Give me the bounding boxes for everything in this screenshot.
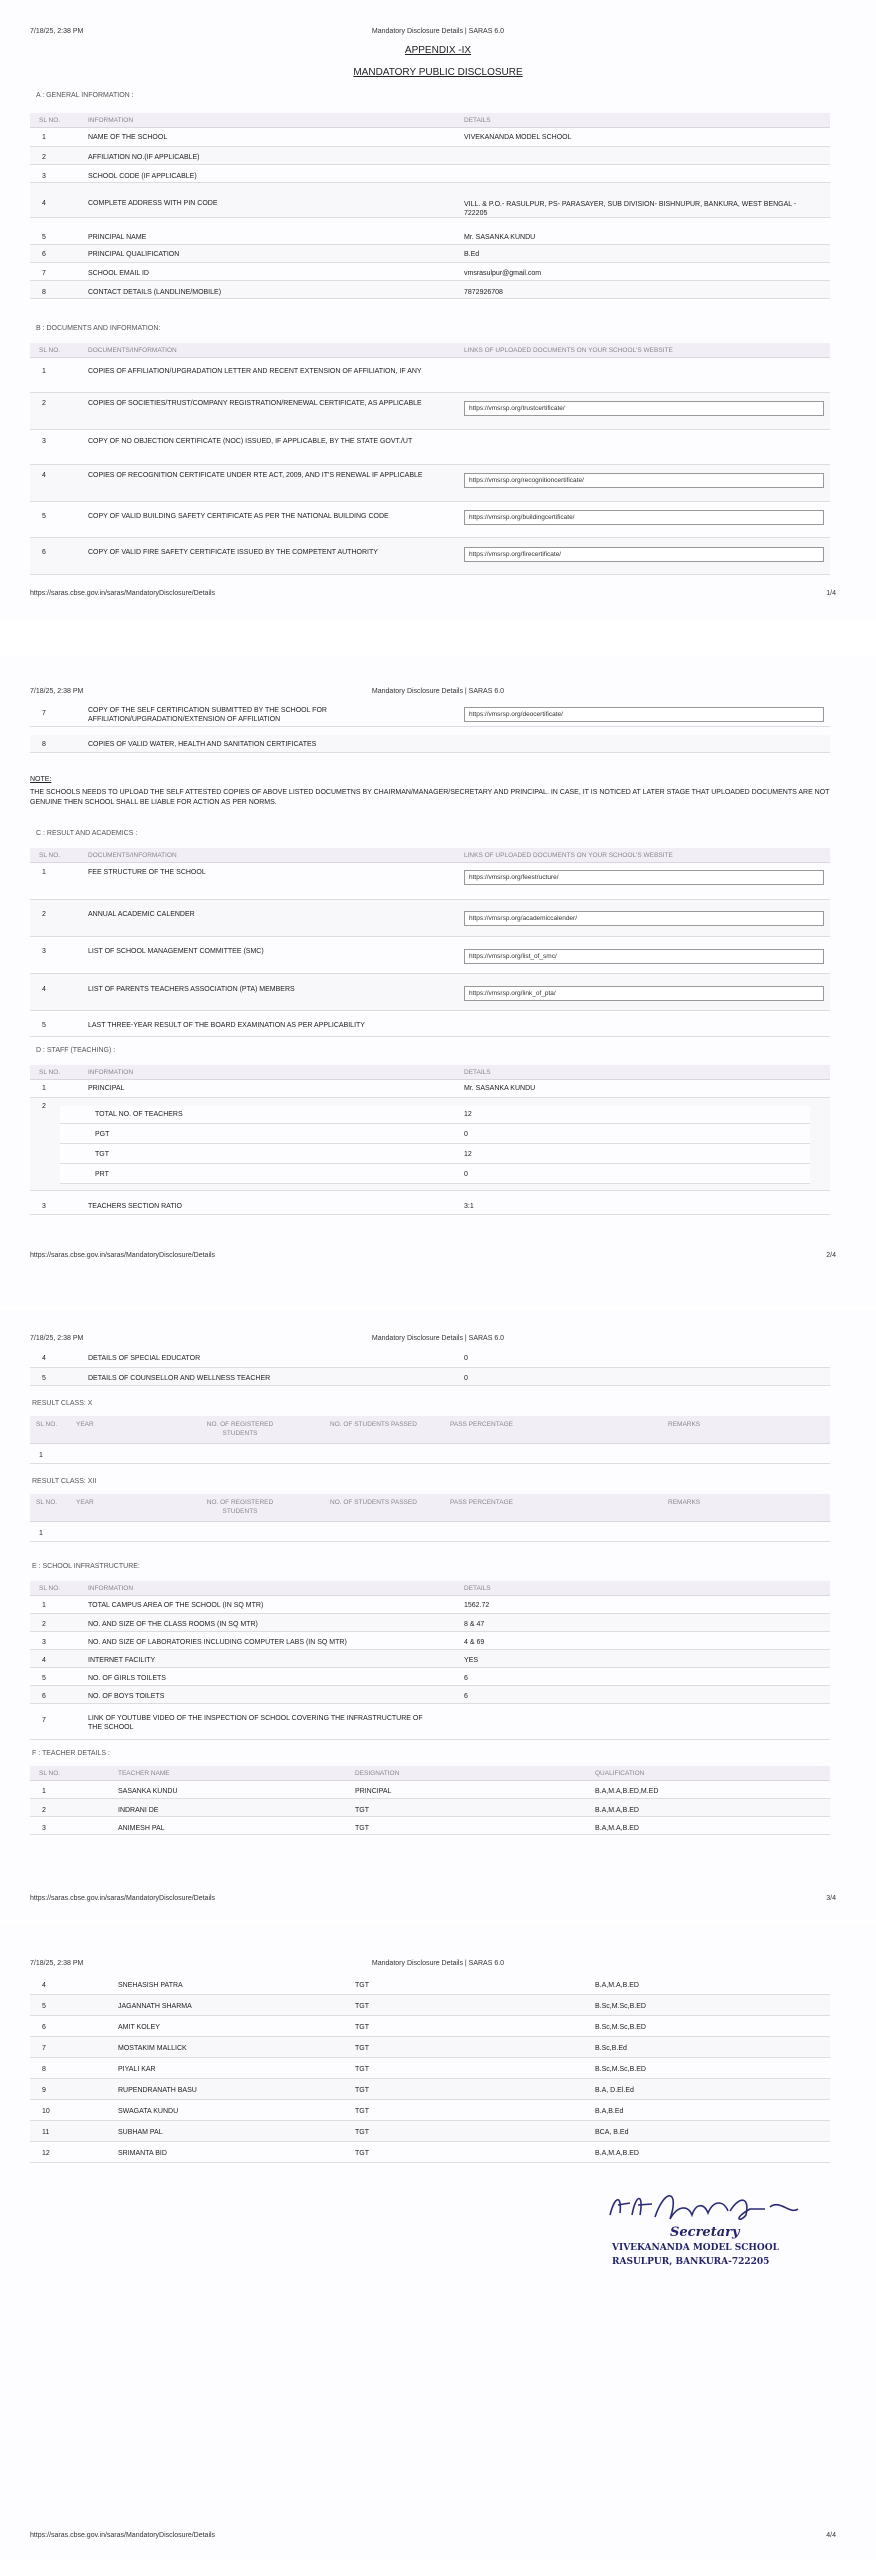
row-details: Mr. SASANKA KUNDU bbox=[464, 234, 536, 241]
link-field[interactable]: https://vmsrsp.org/academiccalender/ bbox=[464, 911, 824, 926]
table-row bbox=[30, 2037, 830, 2058]
link-field[interactable]: https://vmsrsp.org/link_of_pta/ bbox=[464, 986, 824, 1001]
teacher-qualification: B.A, D.El.Ed bbox=[595, 2087, 634, 2094]
link-field[interactable]: https://vmsrsp.org/feestructure/ bbox=[464, 870, 824, 885]
footer-url[interactable]: https://saras.cbse.gov.in/saras/MandatoryDisclosure/Details bbox=[30, 1895, 216, 1902]
row-no: 8 bbox=[42, 741, 46, 748]
table-row bbox=[30, 358, 830, 393]
teacher-designation: PRINCIPAL bbox=[355, 1788, 392, 1795]
row-no: 3 bbox=[42, 438, 46, 445]
table-row bbox=[30, 1817, 830, 1835]
col-sl: SL NO. bbox=[39, 1770, 61, 1777]
table-row bbox=[30, 1350, 830, 1368]
section-e-title: E : SCHOOL INFRASTRUCTURE: bbox=[32, 1563, 140, 1570]
table-row bbox=[30, 1799, 830, 1817]
table-row bbox=[30, 900, 830, 937]
col-info: INFORMATION bbox=[88, 1585, 134, 1592]
table-row bbox=[30, 1686, 830, 1704]
row-info: COPIES OF VALID WATER, HEALTH AND SANITATION CERTIFICATES bbox=[88, 741, 317, 748]
row-info: ANNUAL ACADEMIC CALENDER bbox=[88, 911, 195, 918]
row-info: SCHOOL CODE (IF APPLICABLE) bbox=[88, 173, 197, 180]
col-qualification: QUALIFICATION bbox=[595, 1770, 645, 1777]
table-row bbox=[30, 1444, 830, 1464]
table-row bbox=[30, 1614, 830, 1632]
subrow-label: TGT bbox=[95, 1151, 109, 1158]
table-row bbox=[30, 393, 830, 430]
header-date: 7/18/25, 2:38 PM bbox=[30, 28, 84, 35]
col-sl: SL NO. bbox=[39, 1585, 61, 1592]
teacher-designation: TGT bbox=[355, 2087, 369, 2094]
link-field[interactable]: https://vmsrsp.org/buildingcertificate/ bbox=[464, 510, 824, 525]
table-row bbox=[30, 2058, 830, 2079]
row-info: COPIES OF AFFILIATION/UPGRADATION LETTER AND RECENT EXTENSION OF AFFILIATION, IF ANY bbox=[88, 368, 422, 375]
col-passed: NO. OF STUDENTS PASSED bbox=[330, 1499, 417, 1506]
row-no: 5 bbox=[42, 1375, 46, 1382]
row-info: COPY OF NO OBJECTION CERTIFICATE (NOC) ISSUED, IF APPLICABLE, BY THE STATE GOVT./UT bbox=[88, 438, 413, 445]
row-info: NO. OF GIRLS TOILETS bbox=[88, 1675, 166, 1682]
row-no: 3 bbox=[42, 1825, 46, 1832]
table-row bbox=[30, 281, 830, 299]
row-info: NO. OF BOYS TOILETS bbox=[88, 1693, 165, 1700]
result-class-x-title: RESULT CLASS: X bbox=[32, 1400, 93, 1407]
row-details: 8 & 47 bbox=[464, 1621, 485, 1628]
row-no: 4 bbox=[42, 200, 46, 207]
row-no: 2 bbox=[42, 1103, 46, 1110]
row-details: Mr. SASANKA KUNDU bbox=[464, 1085, 536, 1092]
row-no: 2 bbox=[42, 1807, 46, 1814]
table-row bbox=[30, 465, 830, 502]
row-no: 1 bbox=[42, 368, 46, 375]
row-details: 6 bbox=[464, 1675, 468, 1682]
teacher-designation: TGT bbox=[355, 2003, 369, 2010]
teacher-qualification: B.A,M.A,B.ED bbox=[595, 1982, 639, 1989]
teacher-name: ANIMESH PAL bbox=[118, 1825, 165, 1832]
row-info: TEACHERS SECTION RATIO bbox=[88, 1203, 182, 1210]
section-f-header bbox=[30, 1766, 830, 1781]
signature-stamp bbox=[600, 2185, 800, 2285]
teacher-name: SNEHASISH PATRA bbox=[118, 1982, 183, 1989]
row-info: LINK OF YOUTUBE VIDEO OF THE INSPECTION OF SCHOOL COVERING THE INFRASTRUCTURE OF THE SCHOOL bbox=[88, 1715, 423, 1731]
teacher-name: SASANKA KUNDU bbox=[118, 1788, 178, 1795]
teacher-designation: TGT bbox=[355, 2024, 369, 2031]
table-row bbox=[30, 1995, 830, 2016]
row-no: 5 bbox=[42, 1675, 46, 1682]
teacher-designation: TGT bbox=[355, 2108, 369, 2115]
col-sl: SL NO. bbox=[39, 852, 61, 859]
col-links: LINKS OF UPLOADED DOCUMENTS ON YOUR SCHOOL'S WEBSITE bbox=[464, 852, 673, 859]
row-no: 7 bbox=[42, 1717, 46, 1724]
col-sl: SL NO. bbox=[39, 117, 61, 124]
row-no: 5 bbox=[42, 1022, 46, 1029]
section-e-header bbox=[30, 1581, 830, 1596]
col-info: INFORMATION bbox=[88, 117, 134, 124]
row-no: 3 bbox=[42, 948, 46, 955]
row-no: 8 bbox=[42, 2066, 46, 2073]
table-row bbox=[30, 165, 830, 183]
teacher-qualification: BCA, B.Ed bbox=[595, 2129, 629, 2136]
row-no: 1 bbox=[42, 134, 46, 141]
footer-url[interactable]: https://saras.cbse.gov.in/saras/MandatoryDisclosure/Details bbox=[30, 2532, 216, 2539]
teacher-qualification: B.Sc,M.Sc,B.ED bbox=[595, 2024, 646, 2031]
teacher-designation: TGT bbox=[355, 1982, 369, 1989]
table-row bbox=[30, 2142, 830, 2163]
row-details: VILL. & P.O.- RASULPUR, PS- PARASAYER, SUB DIVISION- BISHNUPUR, BANKURA, WEST BENGAL - 722205 bbox=[464, 201, 797, 217]
row-details: B.Ed bbox=[464, 251, 480, 258]
subrow-label: TOTAL NO. OF TEACHERS bbox=[95, 1111, 183, 1118]
link-field[interactable]: https://vmsrsp.org/trustcertificate/ bbox=[464, 401, 824, 416]
table-row bbox=[30, 2121, 830, 2142]
row-no: 2 bbox=[42, 1621, 46, 1628]
footer-url[interactable]: https://saras.cbse.gov.in/saras/MandatoryDisclosure/Details bbox=[30, 1252, 216, 1259]
teacher-qualification: B.Sc,B.Ed bbox=[595, 2045, 627, 2052]
subrow bbox=[60, 1124, 810, 1144]
row-details: 4 & 69 bbox=[464, 1639, 485, 1646]
row-no: 9 bbox=[42, 2087, 46, 2094]
table-row bbox=[30, 735, 830, 753]
section-b-title: B : DOCUMENTS AND INFORMATION: bbox=[36, 325, 161, 332]
subrow-label: PRT bbox=[95, 1171, 109, 1178]
table-row bbox=[30, 1650, 830, 1668]
table-row bbox=[30, 1781, 830, 1799]
row-no: 2 bbox=[42, 400, 46, 407]
table-row bbox=[30, 1596, 830, 1614]
row-no: 11 bbox=[42, 2129, 50, 2136]
teacher-name: PIYALI KAR bbox=[118, 2066, 156, 2073]
row-no: 5 bbox=[42, 2003, 46, 2010]
col-sl: SL NO. bbox=[36, 1421, 58, 1428]
row-info: CONTACT DETAILS (LANDLINE/MOBILE) bbox=[88, 289, 222, 296]
table-row bbox=[30, 1974, 830, 1995]
row-no: 1 bbox=[42, 1788, 46, 1795]
link-field[interactable]: https://vmsrsp.org/recognitioncertificate/ bbox=[464, 473, 824, 488]
subrow-value: 0 bbox=[464, 1131, 468, 1138]
row-no: 4 bbox=[42, 472, 46, 479]
teacher-qualification: B.A,M.A,B.ED bbox=[595, 1825, 639, 1832]
teacher-qualification: B.A,M.A,B.ED bbox=[595, 2150, 639, 2157]
teacher-designation: TGT bbox=[355, 1825, 369, 1832]
table-row bbox=[30, 2100, 830, 2121]
row-no: 4 bbox=[42, 1657, 46, 1664]
row-info: LAST THREE-YEAR RESULT OF THE BOARD EXAMINATION AS PER APPLICABILITY bbox=[88, 1022, 365, 1029]
row-info: DETAILS OF SPECIAL EDUCATOR bbox=[88, 1355, 201, 1362]
signature-address: RASULPUR, BANKURA-722205 bbox=[612, 2257, 770, 2267]
result-x-header bbox=[30, 1416, 830, 1444]
col-designation: DESIGNATION bbox=[355, 1770, 400, 1777]
teacher-name: JAGANNATH SHARMA bbox=[118, 2003, 192, 2010]
table-row bbox=[30, 538, 830, 575]
subrow bbox=[60, 1106, 810, 1124]
subrow bbox=[60, 1144, 810, 1164]
page-2 bbox=[0, 655, 876, 1305]
subrow bbox=[60, 1164, 810, 1184]
row-info: PRINCIPAL NAME bbox=[88, 234, 147, 241]
row-no: 3 bbox=[42, 173, 46, 180]
section-f-title: F : TEACHER DETAILS : bbox=[32, 1750, 110, 1757]
teacher-qualification: B.Sc,M.Sc,B.ED bbox=[595, 2066, 646, 2073]
page-3 bbox=[0, 1310, 876, 1920]
row-info: INTERNET FACILITY bbox=[88, 1657, 156, 1664]
row-no: 1 bbox=[42, 1085, 46, 1092]
row-info: TOTAL CAMPUS AREA OF THE SCHOOL (IN SQ MTR) bbox=[88, 1602, 264, 1609]
header-title: Mandatory Disclosure Details | SARAS 6.0 bbox=[371, 1960, 505, 1967]
page-1 bbox=[0, 0, 876, 620]
col-year: YEAR bbox=[76, 1499, 94, 1506]
row-info: COPY OF VALID BUILDING SAFETY CERTIFICATE AS PER THE NATIONAL BUILDING CODE bbox=[88, 513, 389, 520]
subrow-value: 12 bbox=[464, 1111, 472, 1118]
header-date: 7/18/25, 2:38 PM bbox=[30, 1335, 84, 1342]
table-row bbox=[30, 129, 830, 147]
col-registered: NO. OF REGISTERED STUDENTS bbox=[206, 1499, 274, 1515]
row-info: LIST OF SCHOOL MANAGEMENT COMMITTEE (SMC) bbox=[88, 948, 264, 955]
table-row bbox=[30, 2079, 830, 2100]
teacher-name: SUBHAM PAL bbox=[118, 2129, 163, 2136]
row-no: 5 bbox=[42, 513, 46, 520]
teacher-designation: TGT bbox=[355, 2150, 369, 2157]
table-row bbox=[30, 863, 830, 900]
col-percentage: PASS PERCENTAGE bbox=[450, 1499, 513, 1506]
page-number: 1/4 bbox=[826, 590, 836, 597]
col-sl: SL NO. bbox=[36, 1499, 58, 1506]
header-title: Mandatory Disclosure Details | SARAS 6.0 bbox=[371, 688, 505, 695]
row-details: 7872926708 bbox=[464, 289, 503, 296]
subrow-value: 0 bbox=[464, 1171, 468, 1178]
row-info: COMPLETE ADDRESS WITH PIN CODE bbox=[88, 200, 218, 207]
row-details: YES bbox=[464, 1657, 479, 1664]
row-details: 0 bbox=[464, 1355, 468, 1362]
table-row bbox=[30, 1632, 830, 1650]
table-row bbox=[30, 183, 830, 218]
row-info: DETAILS OF COUNSELLOR AND WELLNESS TEACHER bbox=[88, 1375, 271, 1382]
row-info: NAME OF THE SCHOOL bbox=[88, 134, 168, 141]
table-row bbox=[30, 1011, 830, 1037]
signature-title: Secretary bbox=[670, 2225, 740, 2240]
teacher-designation: TGT bbox=[355, 2066, 369, 2073]
row-no: 6 bbox=[42, 549, 46, 556]
col-sl: SL NO. bbox=[39, 1069, 61, 1076]
subrow-label: PGT bbox=[95, 1131, 110, 1138]
signature-icon bbox=[600, 2185, 810, 2230]
section-a-title: A : GENERAL INFORMATION : bbox=[36, 92, 134, 99]
document-title: MANDATORY PUBLIC DISCLOSURE bbox=[353, 67, 523, 78]
header-date: 7/18/25, 2:38 PM bbox=[30, 688, 84, 695]
link-field[interactable]: https://vmsrsp.org/list_of_smc/ bbox=[464, 949, 824, 964]
col-details: DETAILS bbox=[464, 117, 491, 124]
section-c-title: C : RESULT AND ACADEMICS : bbox=[36, 830, 138, 837]
row-info: PRINCIPAL bbox=[88, 1085, 125, 1092]
row-info: AFFILIATION NO.(IF APPLICABLE) bbox=[88, 154, 200, 161]
row-info: NO. AND SIZE OF THE CLASS ROOMS (IN SQ MTR) bbox=[88, 1621, 258, 1628]
teacher-name: INDRANI DE bbox=[118, 1807, 159, 1814]
col-percentage: PASS PERCENTAGE bbox=[450, 1421, 513, 1428]
table-row bbox=[30, 430, 830, 465]
note-text: THE SCHOOLS NEEDS TO UPLOAD THE SELF ATTESTED COPIES OF ABOVE LISTED DOCUMETNS BY CHAIRMAN/MANAGER/SECRETARY AND PRINCIPAL. IN CASE, IT IS NOTICED AT LATER STAGE THAT UPLOADED DOCUMENTS ARE NOT GENUINE THEN SCHOOL SHALL BE LIABLE FOR ACTION AS PER NORMS. bbox=[30, 789, 830, 806]
teacher-name: SWAGATA KUNDU bbox=[118, 2108, 179, 2115]
col-links: LINKS OF UPLOADED DOCUMENTS ON YOUR SCHOOL'S WEBSITE bbox=[464, 347, 673, 354]
row-details: 3:1 bbox=[464, 1203, 474, 1210]
row-no: 1 bbox=[39, 1452, 43, 1459]
teacher-qualification: B.A,M.A,B.ED bbox=[595, 1807, 639, 1814]
table-row bbox=[30, 703, 830, 727]
col-remarks: REMARKS bbox=[668, 1499, 701, 1506]
teacher-name: MOSTAKIM MALLICK bbox=[118, 2045, 187, 2052]
table-row bbox=[30, 228, 830, 245]
row-no: 3 bbox=[42, 1639, 46, 1646]
row-no: 6 bbox=[42, 251, 46, 258]
header-title: Mandatory Disclosure Details | SARAS 6.0 bbox=[371, 1335, 505, 1342]
link-field[interactable]: https://vmsrsp.org/firecertificate/ bbox=[464, 547, 824, 562]
table-row bbox=[30, 1668, 830, 1686]
col-info: INFORMATION bbox=[88, 1069, 134, 1076]
header-date: 7/18/25, 2:38 PM bbox=[30, 1960, 84, 1967]
row-info: COPY OF VALID FIRE SAFETY CERTIFICATE ISSUED BY THE COMPETENT AUTHORITY bbox=[88, 549, 378, 556]
section-a-header bbox=[30, 113, 830, 128]
row-no: 4 bbox=[42, 986, 46, 993]
row-info: LIST OF PARENTS TEACHERS ASSOCIATION (PTA) MEMBERS bbox=[88, 986, 295, 993]
row-details: 1562.72 bbox=[464, 1602, 490, 1609]
page-number: 4/4 bbox=[826, 2532, 836, 2539]
row-no: 7 bbox=[42, 710, 46, 717]
col-teacher-name: TEACHER NAME bbox=[118, 1770, 170, 1777]
teacher-name: AMIT KOLEY bbox=[118, 2024, 160, 2031]
subrow-value: 12 bbox=[464, 1151, 472, 1158]
row-info: FEE STRUCTURE OF THE SCHOOL bbox=[88, 869, 206, 876]
col-docinfo: DOCUMENTS/INFORMATION bbox=[88, 852, 177, 859]
page-number: 2/4 bbox=[826, 1252, 836, 1259]
row-no: 7 bbox=[42, 2045, 46, 2052]
section-d-title: D : STAFF (TEACHING) : bbox=[36, 1047, 116, 1054]
table-row bbox=[30, 1368, 830, 1386]
table-row bbox=[30, 1522, 830, 1542]
row-no: 4 bbox=[42, 1355, 46, 1362]
table-row bbox=[30, 937, 830, 974]
col-passed: NO. OF STUDENTS PASSED bbox=[330, 1421, 417, 1428]
signature-school: VIVEKANANDA MODEL SCHOOL bbox=[612, 2243, 779, 2253]
result-class-xii-title: RESULT CLASS: XII bbox=[32, 1478, 97, 1485]
header-title: Mandatory Disclosure Details | SARAS 6.0 bbox=[371, 28, 505, 35]
row-no: 1 bbox=[42, 869, 46, 876]
row-info: COPIES OF SOCIETIES/TRUST/COMPANY REGISTRATION/RENEWAL CERTIFICATE, AS APPLICABLE bbox=[88, 400, 422, 407]
row-no: 2 bbox=[42, 154, 46, 161]
table-row bbox=[30, 1704, 830, 1740]
section-d-header bbox=[30, 1065, 830, 1080]
teacher-designation: TGT bbox=[355, 1807, 369, 1814]
row-info: COPIES OF RECOGNITION CERTIFICATE UNDER RTE ACT, 2009, AND IT'S RENEWAL IF APPLICABLE bbox=[88, 472, 423, 479]
row-info: SCHOOL EMAIL ID bbox=[88, 270, 149, 277]
teacher-qualification: B.Sc,M.Sc,B.ED bbox=[595, 2003, 646, 2010]
row-no: 2 bbox=[42, 911, 46, 918]
row-info: PRINCIPAL QUALIFICATION bbox=[88, 251, 180, 258]
row-no: 3 bbox=[42, 1203, 46, 1210]
row-details: 6 bbox=[464, 1693, 468, 1700]
footer-url[interactable]: https://saras.cbse.gov.in/saras/MandatoryDisclosure/Details bbox=[30, 590, 216, 597]
row-no: 4 bbox=[42, 1982, 46, 1989]
result-xii-header bbox=[30, 1494, 830, 1522]
teacher-designation: TGT bbox=[355, 2045, 369, 2052]
row-no: 1 bbox=[42, 1602, 46, 1609]
row-no: 6 bbox=[42, 2024, 46, 2031]
table-row bbox=[30, 245, 830, 263]
row-no: 10 bbox=[42, 2108, 50, 2115]
col-docinfo: DOCUMENTS/INFORMATION bbox=[88, 347, 177, 354]
row-no: 1 bbox=[39, 1530, 43, 1537]
row-details: vmsrasulpur@gmail.com bbox=[464, 270, 542, 277]
table-row bbox=[30, 1080, 830, 1098]
row-no: 6 bbox=[42, 1693, 46, 1700]
link-field[interactable]: https://vmsrsp.org/deocertificate/ bbox=[464, 707, 824, 722]
row-no: 7 bbox=[42, 270, 46, 277]
appendix-label: APPENDIX -IX bbox=[404, 45, 472, 56]
teacher-name: SRIMANTA BID bbox=[118, 2150, 167, 2157]
teacher-name: RUPENDRANATH BASU bbox=[118, 2087, 197, 2094]
row-details: VIVEKANANDA MODEL SCHOOL bbox=[464, 134, 572, 141]
table-row bbox=[30, 263, 830, 281]
table-row bbox=[30, 1195, 830, 1215]
note-label: NOTE: bbox=[30, 776, 52, 783]
table-row bbox=[30, 2016, 830, 2037]
row-details: 0 bbox=[464, 1375, 468, 1382]
table-row bbox=[30, 147, 830, 165]
col-remarks: REMARKS bbox=[668, 1421, 701, 1428]
row-no: 5 bbox=[42, 234, 46, 241]
col-details: DETAILS bbox=[464, 1585, 491, 1592]
table-row bbox=[30, 974, 830, 1011]
section-c-header bbox=[30, 848, 830, 863]
section-b-header bbox=[30, 343, 830, 358]
teacher-qualification: B.A,M.A,B.ED,M.ED bbox=[595, 1788, 659, 1795]
row-info: NO. AND SIZE OF LABORATORIES INCLUDING COMPUTER LABS (IN SQ MTR) bbox=[88, 1639, 347, 1646]
row-no: 12 bbox=[42, 2150, 50, 2157]
teacher-designation: TGT bbox=[355, 2129, 369, 2136]
page-number: 3/4 bbox=[826, 1895, 836, 1902]
table-row bbox=[30, 1098, 830, 1191]
col-details: DETAILS bbox=[464, 1069, 491, 1076]
row-info: COPY OF THE SELF CERTIFICATION SUBMITTED BY THE SCHOOL FOR AFFILIATION/UPGRADATION/EXTENSION OF AFFILIATION bbox=[88, 707, 327, 723]
teacher-qualification: B.A,B.Ed bbox=[595, 2108, 624, 2115]
col-sl: SL NO. bbox=[39, 347, 61, 354]
col-year: YEAR bbox=[76, 1421, 94, 1428]
table-row bbox=[30, 502, 830, 538]
col-registered: NO. OF REGISTERED STUDENTS bbox=[206, 1421, 274, 1437]
row-no: 8 bbox=[42, 289, 46, 296]
